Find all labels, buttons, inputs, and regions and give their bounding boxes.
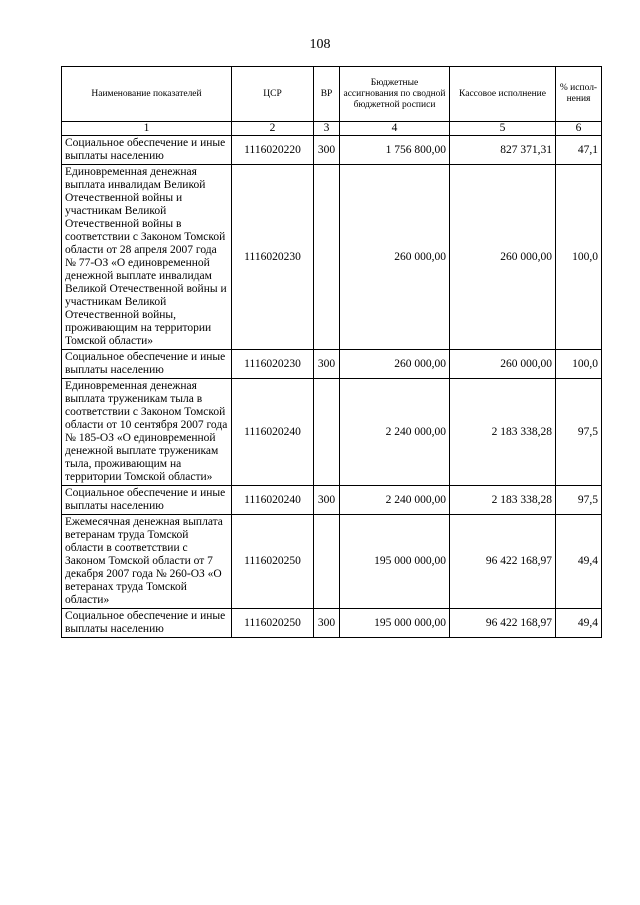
row-cash: 96 422 168,97 [450, 609, 556, 638]
row-cash: 96 422 168,97 [450, 515, 556, 609]
row-name: Единовременная денежная выплата инвалидам Великой Отечественной войны и участникам Великой Отечественной войны в соответствии с Законом Томской области от 28 апреля 2007 года № 77-ОЗ «О единовременной денежной выплате инвалидам Великой Отечественной войны и участникам Великой Отечественной войны, проживающим на территории Томской области» [62, 165, 232, 350]
row-cash: 2 183 338,28 [450, 379, 556, 486]
row-cash: 260 000,00 [450, 165, 556, 350]
row-csr: 1116020220 [232, 136, 314, 165]
table-row [62, 165, 602, 350]
row-name: Единовременная денежная выплата труженикам тыла в соответствии с Законом Томской области от 10 сентября 2007 года № 185-ОЗ «О единовременной денежной выплате труженикам тыла, проживающим на территории Томской области» [62, 379, 232, 486]
table-row [62, 515, 602, 609]
row-percent: 97,5 [556, 379, 602, 486]
row-vr [314, 515, 340, 609]
header-budget: Бюджетные ассигнования по сводной бюджетной росписи [340, 67, 450, 122]
row-vr [314, 379, 340, 486]
row-budget: 195 000 000,00 [340, 609, 450, 638]
header-percent: % испол-нения [556, 67, 602, 122]
table-row [62, 609, 602, 638]
row-percent: 100,0 [556, 350, 602, 379]
row-cash: 2 183 338,28 [450, 486, 556, 515]
table-row [62, 136, 602, 165]
row-budget: 260 000,00 [340, 165, 450, 350]
row-csr: 1116020250 [232, 609, 314, 638]
row-csr: 1116020250 [232, 515, 314, 609]
row-percent: 97,5 [556, 486, 602, 515]
header-vr: ВР [314, 67, 340, 122]
table-row [62, 486, 602, 515]
row-vr: 300 [314, 350, 340, 379]
row-cash: 260 000,00 [450, 350, 556, 379]
row-vr [314, 165, 340, 350]
row-cash: 827 371,31 [450, 136, 556, 165]
table-row [62, 350, 602, 379]
column-number: 4 [340, 122, 450, 136]
row-csr: 1116020230 [232, 350, 314, 379]
header-cash: Кассовое исполнение [450, 67, 556, 122]
row-percent: 100,0 [556, 165, 602, 350]
row-percent: 49,4 [556, 515, 602, 609]
row-csr: 1116020240 [232, 379, 314, 486]
row-vr: 300 [314, 136, 340, 165]
header-row [62, 67, 602, 122]
row-csr: 1116020230 [232, 165, 314, 350]
table-row [62, 379, 602, 486]
column-number: 6 [556, 122, 602, 136]
row-budget: 2 240 000,00 [340, 486, 450, 515]
budget-execution-table [61, 66, 602, 638]
column-number: 2 [232, 122, 314, 136]
row-percent: 49,4 [556, 609, 602, 638]
row-name: Социальное обеспечение и иные выплаты населению [62, 486, 232, 515]
column-number: 3 [314, 122, 340, 136]
row-name: Социальное обеспечение и иные выплаты населению [62, 350, 232, 379]
column-number-row [62, 122, 602, 136]
column-number: 1 [62, 122, 232, 136]
page-number: 108 [309, 37, 331, 52]
row-budget: 260 000,00 [340, 350, 450, 379]
row-budget: 195 000 000,00 [340, 515, 450, 609]
row-budget: 1 756 800,00 [340, 136, 450, 165]
header-csr: ЦСР [232, 67, 314, 122]
header-name: Наименование показателей [62, 67, 232, 122]
row-name: Ежемесячная денежная выплата ветеранам труда Томской области в соответствии с Законом Томской области от 7 декабря 2007 года № 260-ОЗ «О ветеранах труда Томской области» [62, 515, 232, 609]
row-budget: 2 240 000,00 [340, 379, 450, 486]
row-vr: 300 [314, 609, 340, 638]
row-vr: 300 [314, 486, 340, 515]
column-number: 5 [450, 122, 556, 136]
row-percent: 47,1 [556, 136, 602, 165]
row-name: Социальное обеспечение и иные выплаты населению [62, 609, 232, 638]
row-name: Социальное обеспечение и иные выплаты населению [62, 136, 232, 165]
row-csr: 1116020240 [232, 486, 314, 515]
